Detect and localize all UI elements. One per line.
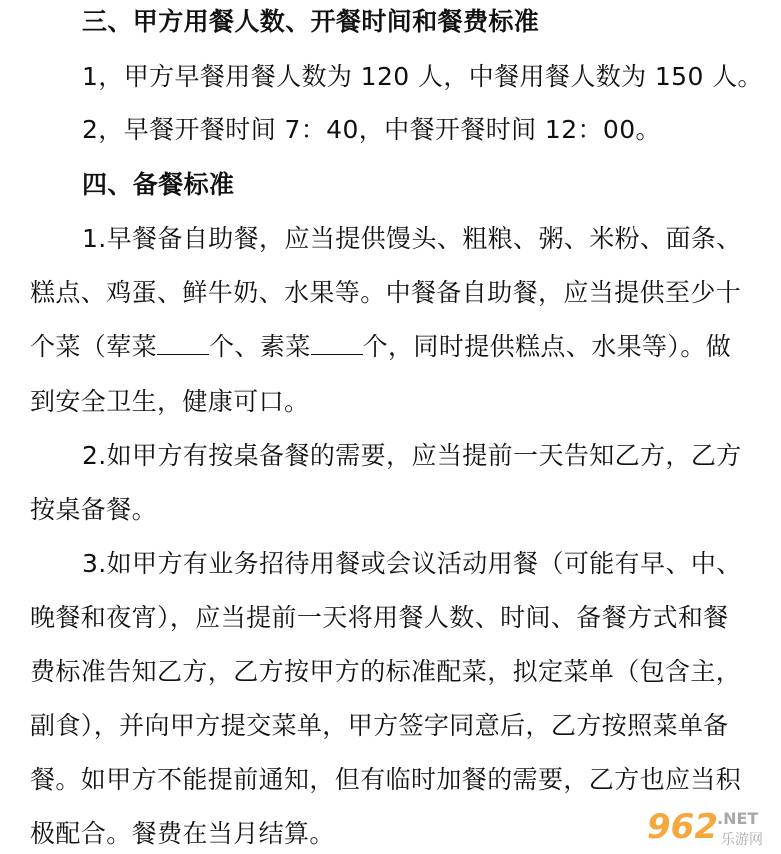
paragraph-1-line-4: 到安全卫生，健康可口。: [30, 387, 310, 416]
paragraph-3-line-5: 餐。如甲方不能提前通知，但有临时加餐的需要，乙方也应当积: [30, 765, 742, 794]
site-watermark-logo: [645, 802, 777, 852]
watermark-brand-text: 962: [647, 807, 718, 847]
meat-dish-count-blank: [157, 332, 209, 355]
paragraph-1-line-2: 糕点、鸡蛋、鲜牛奶、水果等。中餐备自助餐，应当提供至少十: [30, 278, 742, 307]
paragraph-1-line-1: 1.早餐备自助餐，应当提供馒头、粗粮、粥、米粉、面条、: [82, 224, 742, 253]
watermark-site-text: 乐游网: [721, 832, 763, 848]
paragraph-2-line-2: 按桌备餐。: [30, 495, 158, 524]
paragraph-1-line-3: [30, 330, 731, 364]
paragraph-2-line-1: 2.如甲方有按桌备餐的需要，应当提前一天告知乙方，乙方: [82, 441, 742, 470]
item-3-1: 1，甲方早餐用餐人数为 120 人，中餐用餐人数为 150 人。: [82, 62, 763, 91]
section-heading-3: 三、甲方用餐人数、开餐时间和餐费标准: [82, 7, 540, 36]
paragraph-1-line-3-part-c: 个，同时提供糕点、水果等）。做: [362, 332, 732, 361]
section-heading-4: 四、备餐标准: [82, 170, 235, 199]
item-3-2: 2，早餐开餐时间 7：40，中餐开餐时间 12：00。: [82, 115, 661, 144]
watermark-suffix-text: .NET: [717, 809, 759, 828]
paragraph-1-line-3-part-b: 个、素菜: [209, 332, 311, 361]
paragraph-3-line-6: 极配合。餐费在当月结算。: [30, 819, 335, 848]
veg-dish-count-blank: [311, 332, 363, 355]
paragraph-3-line-3: 费标准告知乙方，乙方按甲方的标准配菜，拟定菜单（包含主，: [30, 657, 742, 686]
paragraph-3-line-2: 晚餐和夜宵），应当提前一天将用餐人数、时间、备餐方式和餐: [30, 603, 729, 632]
paragraph-3-line-1: 3.如甲方有业务招待用餐或会议活动用餐（可能有早、中、: [82, 549, 742, 578]
paragraph-3-line-4: 副食），并向甲方提交菜单，甲方签字同意后，乙方按照菜单备: [30, 711, 729, 740]
paragraph-1-line-3-part-a: 个菜（荤菜: [30, 332, 158, 361]
